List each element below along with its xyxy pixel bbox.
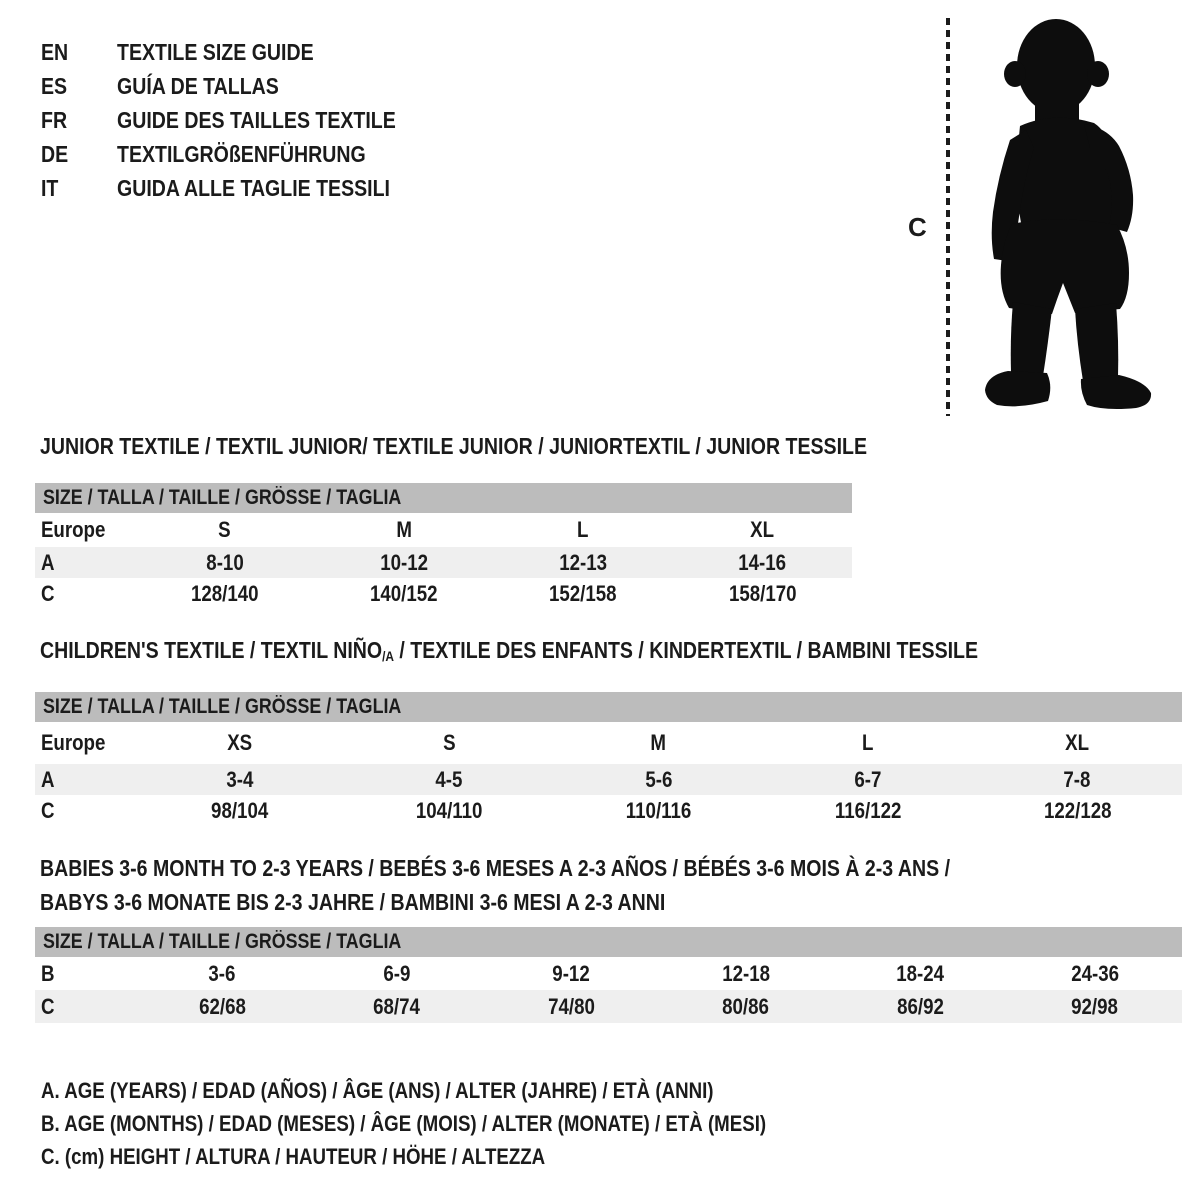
cell-text: 104/110 <box>415 797 483 823</box>
cell-text: 6-9 <box>383 960 411 986</box>
legend-line-b: B. AGE (MONTHS) / EDAD (MESES) / ÂGE (MOIS) / ALTER (MONATE) / ETÀ (MESI) <box>41 1111 767 1136</box>
table-row <box>35 578 852 609</box>
cell-text: 3-6 <box>208 960 236 986</box>
row-label: B <box>40 960 55 986</box>
cell-text: 12-18 <box>721 960 770 986</box>
language-code: EN <box>41 39 69 65</box>
children-title-suffix: /A <box>382 648 394 664</box>
cell-value <box>344 798 553 824</box>
cell-text: 152/158 <box>549 580 617 606</box>
table-row <box>35 513 852 547</box>
cell-text: 5-6 <box>644 766 673 792</box>
cell-text: 68/74 <box>373 993 421 1019</box>
children-title-text: CHILDREN'S TEXTILE / TEXTIL NIÑO <box>40 637 383 663</box>
cell-text: 24-36 <box>1070 960 1119 986</box>
guide-title: GUÍA DE TALLAS <box>117 73 279 99</box>
babies-section-title <box>40 851 1111 919</box>
cell-value <box>659 961 834 987</box>
cell-value <box>484 994 659 1020</box>
row-label: A <box>40 549 55 575</box>
cell-value <box>314 517 493 543</box>
cell-text: 128/140 <box>190 580 259 606</box>
cell-text: S <box>218 517 231 542</box>
language-row <box>41 69 741 103</box>
cell-value <box>554 730 763 756</box>
junior-section-title: JUNIOR TEXTILE / TEXTIL JUNIOR/ TEXTILE JUNIOR / JUNIORTEXTIL / JUNIOR TESSILE <box>40 433 868 459</box>
children-title-text: / TEXTILE DES ENFANTS / KINDERTEXTIL / BAMBINI TESSILE <box>393 637 979 663</box>
row-label: C <box>40 580 55 606</box>
legend-line-a: A. AGE (YEARS) / EDAD (AÑOS) / ÂGE (ANS) / ALTER (JAHRE) / ETÀ (ANNI) <box>41 1078 714 1103</box>
guide-title: GUIDE DES TAILLES TEXTILE <box>117 107 396 133</box>
size-header-label: SIZE / TALLA / TAILLE / GRÖSSE / TAGLIA <box>43 930 402 953</box>
cell-value <box>494 581 673 607</box>
table-row <box>35 990 1182 1023</box>
cell-value <box>673 517 852 543</box>
table-row <box>35 722 1182 764</box>
cell-value <box>494 517 673 543</box>
cell-text: 18-24 <box>896 960 945 986</box>
cell-text: 86/92 <box>896 993 944 1019</box>
language-code: DE <box>41 141 69 167</box>
cell-value <box>1008 994 1183 1020</box>
cell-text: 98/104 <box>211 797 269 823</box>
language-code: FR <box>41 107 68 133</box>
cell-value <box>135 730 344 756</box>
cell-text: 9-12 <box>552 960 590 986</box>
cell-value <box>344 730 553 756</box>
cell-text: 110/116 <box>625 797 692 823</box>
cell-value <box>310 994 485 1020</box>
cell-value <box>314 581 493 607</box>
cell-value <box>554 767 763 793</box>
cell-text: 7-8 <box>1063 766 1091 792</box>
cell-value <box>135 550 314 576</box>
cell-text: L <box>577 517 589 542</box>
size-header-label: SIZE / TALLA / TAILLE / GRÖSSE / TAGLIA <box>43 695 402 718</box>
cell-text: 116/122 <box>834 797 902 823</box>
table-row <box>35 764 1182 795</box>
toddler-silhouette-icon <box>956 14 1188 418</box>
cell-value <box>494 550 673 576</box>
language-row <box>41 137 741 171</box>
size-header-band <box>35 483 852 513</box>
cell-text: 62/68 <box>198 993 246 1019</box>
measure-legend <box>41 1074 894 1173</box>
table-row <box>35 795 1182 826</box>
cell-text: M <box>650 730 667 755</box>
cell-value <box>135 961 310 987</box>
cell-value <box>973 730 1182 756</box>
cell-value <box>344 767 553 793</box>
cell-value <box>135 767 344 793</box>
size-header-label: SIZE / TALLA / TAILLE / GRÖSSE / TAGLIA <box>43 486 402 509</box>
cell-text: 74/80 <box>547 993 595 1019</box>
row-label: Europe <box>40 517 106 542</box>
cell-text: 80/86 <box>722 993 770 1019</box>
cell-value <box>833 994 1008 1020</box>
guide-title: TEXTILE SIZE GUIDE <box>117 39 314 65</box>
size-header-band <box>35 927 1182 957</box>
cell-value <box>135 798 344 824</box>
cell-text: 158/170 <box>728 580 797 606</box>
size-header-band <box>35 692 1182 722</box>
cell-text: L <box>862 730 874 755</box>
cell-value <box>135 994 310 1020</box>
language-list <box>41 35 741 205</box>
cell-text: 140/152 <box>370 580 438 606</box>
cell-text: 8-10 <box>205 549 244 575</box>
cell-value <box>763 730 972 756</box>
height-measure-label: C <box>908 212 927 242</box>
guide-title: TEXTILGRÖßENFÜHRUNG <box>117 141 366 167</box>
cell-text: 12-13 <box>559 549 608 575</box>
row-label: A <box>40 766 55 792</box>
cell-value <box>833 961 1008 987</box>
language-code: ES <box>41 73 68 99</box>
cell-text: 4-5 <box>435 766 463 792</box>
cell-value <box>763 798 972 824</box>
legend-line-c: C. (cm) HEIGHT / ALTURA / HAUTEUR / HÖHE / ALTEZZA <box>41 1144 546 1169</box>
children-section-title <box>40 637 1144 666</box>
row-label: C <box>40 993 55 1019</box>
babies-title-line2: BABYS 3-6 MONATE BIS 2-3 JAHRE / BAMBINI 3-6 MESI A 2-3 ANNI <box>40 889 666 915</box>
junior-table-rows <box>35 513 852 609</box>
cell-value <box>659 994 834 1020</box>
language-row <box>41 103 741 137</box>
cell-text: XL <box>750 517 775 542</box>
cell-text: S <box>442 730 456 755</box>
cell-text: XL <box>1065 730 1090 755</box>
cell-value <box>973 767 1182 793</box>
cell-value <box>673 581 852 607</box>
babies-size-table <box>35 927 1182 1023</box>
table-row <box>35 547 852 578</box>
cell-text: 10-12 <box>379 549 428 575</box>
language-code: IT <box>41 175 59 201</box>
cell-value <box>314 550 493 576</box>
cell-value <box>135 517 314 543</box>
cell-value <box>135 581 314 607</box>
cell-text: XS <box>227 730 253 755</box>
cell-value <box>1008 961 1183 987</box>
cell-text: 14-16 <box>738 549 787 575</box>
cell-value <box>763 767 972 793</box>
junior-size-table <box>35 483 852 609</box>
row-label: Europe <box>40 730 106 755</box>
children-size-table <box>35 692 1182 826</box>
babies-table-rows <box>35 957 1182 1023</box>
children-table-rows <box>35 722 1182 826</box>
language-row <box>41 171 741 205</box>
cell-text: M <box>396 517 412 542</box>
row-label: C <box>40 797 55 823</box>
cell-value <box>673 550 852 576</box>
cell-text: 3-4 <box>226 766 254 792</box>
cell-text: 92/98 <box>1071 993 1119 1019</box>
cell-text: 122/128 <box>1043 797 1112 823</box>
cell-value <box>310 961 485 987</box>
cell-value <box>973 798 1182 824</box>
language-row <box>41 35 741 69</box>
height-measure-dotted-line <box>946 18 950 416</box>
table-row <box>35 957 1182 990</box>
cell-text: 6-7 <box>854 766 882 792</box>
guide-title: GUIDA ALLE TAGLIE TESSILI <box>117 175 390 201</box>
cell-value <box>484 961 659 987</box>
babies-title-line1: BABIES 3-6 MONTH TO 2-3 YEARS / BEBÉS 3-6 MESES A 2-3 AÑOS / BÉBÉS 3-6 MOIS À 2-3 ANS / <box>40 855 951 881</box>
cell-value <box>554 798 763 824</box>
